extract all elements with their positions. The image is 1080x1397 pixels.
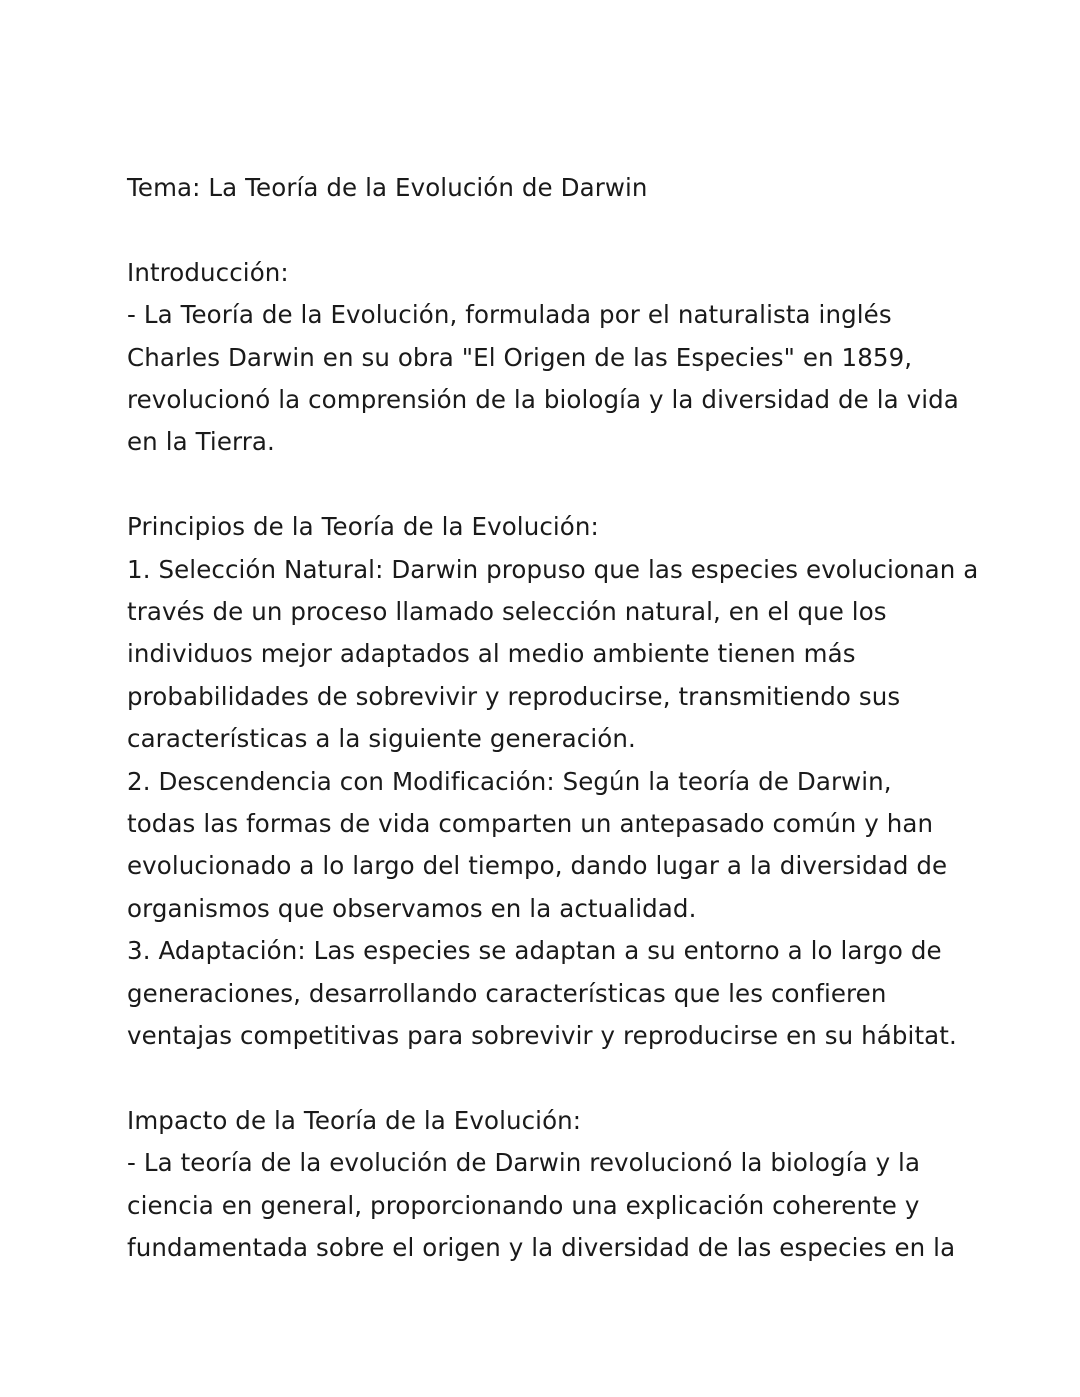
paragraph-line: Charles Darwin en su obra "El Origen de las Especies" en 1859, bbox=[127, 342, 913, 372]
section-principles bbox=[127, 506, 977, 1057]
document-title: Tema: La Teoría de la Evolución de Darwin bbox=[127, 173, 648, 202]
paragraph-line: 2. Descendencia con Modificación: Según la teoría de Darwin, bbox=[127, 766, 892, 796]
section-impact bbox=[127, 1100, 977, 1270]
section-heading: Impacto de la Teoría de la Evolución: bbox=[127, 1105, 582, 1135]
paragraph-line: generaciones, desarrollando características que les confieren bbox=[127, 978, 887, 1008]
paragraph-line: todas las formas de vida comparten un antepasado común y han bbox=[127, 809, 934, 839]
paragraph-line: - La teoría de la evolución de Darwin revolucionó la biología y la bbox=[127, 1148, 921, 1178]
paragraph-line: evolucionado a lo largo del tiempo, dando lugar a la diversidad de bbox=[127, 851, 948, 881]
section-heading: Introducción: bbox=[127, 257, 289, 287]
paragraph-line: revolucionó la comprensión de la biología y la diversidad de la vida bbox=[127, 385, 959, 415]
section-heading: Principios de la Teoría de la Evolución: bbox=[127, 512, 599, 542]
section-introduction bbox=[127, 252, 977, 464]
paragraph-line: individuos mejor adaptados al medio ambiente tienen más bbox=[127, 639, 856, 669]
spacer bbox=[127, 209, 977, 251]
paragraph-line: probabilidades de sobrevivir y reproducirse, transmitiendo sus bbox=[127, 681, 901, 711]
paragraph-line: en la Tierra. bbox=[127, 427, 275, 457]
paragraph-line: fundamentada sobre el origen y la diversidad de las especies en la bbox=[127, 1233, 956, 1263]
spacer bbox=[127, 1058, 977, 1100]
spacer bbox=[127, 464, 977, 506]
paragraph-line: ciencia en general, proporcionando una explicación coherente y bbox=[127, 1190, 920, 1220]
paragraph-line: través de un proceso llamado selección natural, en el que los bbox=[127, 597, 887, 627]
paragraph-line: características a la siguiente generación. bbox=[127, 724, 636, 754]
paragraph-line: 1. Selección Natural: Darwin propuso que las especies evolucionan a bbox=[127, 554, 979, 584]
paragraph-line: organismos que observamos en la actualidad. bbox=[127, 893, 697, 923]
paragraph-line: 3. Adaptación: Las especies se adaptan a su entorno a lo largo de bbox=[127, 936, 942, 966]
paragraph-line: - La Teoría de la Evolución, formulada por el naturalista inglés bbox=[127, 300, 892, 330]
paragraph-line: ventajas competitivas para sobrevivir y reproducirse en su hábitat. bbox=[127, 1021, 957, 1051]
document-body bbox=[127, 167, 977, 1270]
